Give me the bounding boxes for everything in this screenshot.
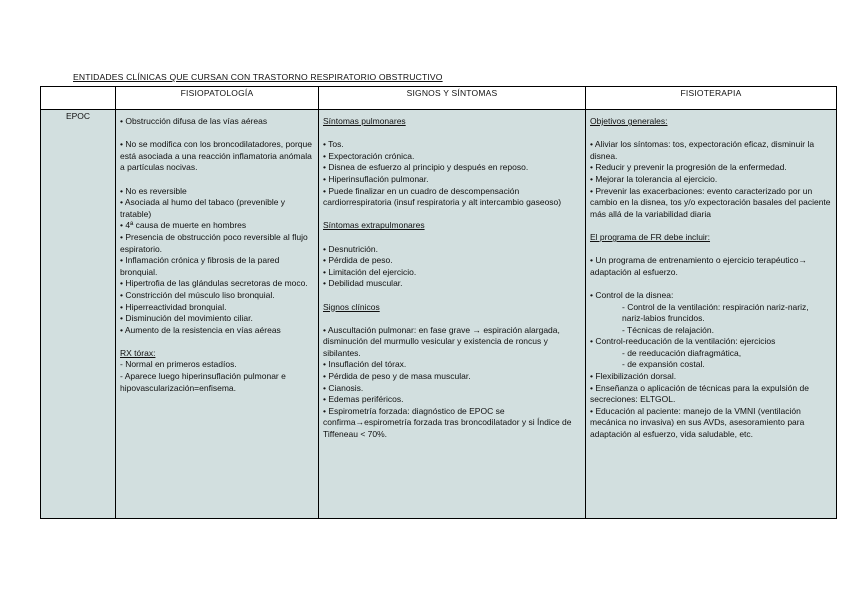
spacer — [323, 128, 580, 140]
rx-item: - Aparece luego hiperinsuflación pulmonar e hipovascularización=enfisema. — [120, 371, 286, 393]
fisio-item: • Aumento de la resistencia en vías aéreas — [120, 324, 281, 335]
fisio-item: • No es reversible — [120, 185, 187, 196]
rx-item: - Normal en primeros estadíos. — [120, 359, 237, 370]
spacer — [120, 128, 313, 140]
spacer — [120, 174, 313, 186]
pulmonar-item: • Disnea de esfuerzo al principio y después en reposo. — [323, 162, 529, 173]
spacer — [323, 290, 580, 302]
extrapulmonar-item: • Debilidad muscular. — [323, 278, 403, 289]
fisio-item: • Hipertrofia de las glándulas secretoras de moco. — [120, 278, 308, 289]
clinical-table — [40, 86, 837, 519]
spacer — [323, 313, 580, 325]
pulmonar-item: • Expectoración crónica. — [323, 150, 415, 161]
row-label-epoc: EPOC — [41, 110, 116, 519]
fisioterapia-item: • Enseñanza o aplicación de técnicas para la expulsión de secreciones: ELTGOL. — [590, 382, 809, 405]
spacer — [323, 209, 580, 221]
disnea-subitem: - Control de la ventilación: respiración nariz-nariz, nariz-labios fruncidos. — [622, 301, 809, 324]
pulmonar-item: • Hiperinsuflación pulmonar. — [323, 173, 429, 184]
programa-heading: El programa de FR debe incluir: — [590, 231, 711, 242]
extrapulmonar-item: • Desnutrición. — [323, 243, 378, 254]
fisio-item: • Disminución del movimiento ciliar. — [120, 313, 253, 324]
clinico-item: • Espirometría forzada: diagnóstico de EPOC se confirma→espirometría forzada tras broncodilatador y si Índice de Tiffeneau < 70%. — [323, 405, 572, 440]
header-fisiopatologia: FISIOPATOLOGÍA — [116, 87, 319, 110]
extrapulmonares-heading: Síntomas extrapulmonares — [323, 220, 425, 231]
fisioterapia-item: • Flexibilización dorsal. — [590, 371, 677, 382]
objetivo-item: • Aliviar los síntomas: tos, expectoración eficaz, disminuir la disnea. — [590, 139, 815, 161]
spacer — [590, 220, 831, 232]
clinicos-heading: Signos clínicos — [323, 301, 380, 312]
epoc-row — [41, 110, 837, 519]
clinico-item: • Pérdida de peso y de masa muscular. — [323, 371, 471, 382]
clinico-item: • Cianosis. — [323, 382, 364, 393]
spacer — [323, 232, 580, 244]
pulmonares-heading: Síntomas pulmonares — [323, 116, 406, 126]
spacer — [590, 278, 831, 290]
clinico-item: • Edemas periféricos. — [323, 394, 404, 405]
clinico-item: • Auscultación pulmonar: en fase grave → espiración alargada, disminución del murmullo vesicular y existencia de roncus y sibilantes. — [323, 324, 560, 358]
spacer — [590, 128, 831, 140]
fisio-item: • Presencia de obstrucción poco reversible al flujo espiratorio. — [120, 231, 308, 254]
objetivo-item: • Reducir y prevenir la progresión de la enfermedad. — [590, 162, 787, 173]
fisio-item: • Inflamación crónica y fibrosis de la pared bronquial. — [120, 255, 280, 277]
ventilacion-subitem: - de expansión costal. — [622, 359, 705, 370]
objetivo-item: • Prevenir las exacerbaciones: evento caracterizado por un cambio en la disnea, tos y/o expectoración basales del paciente más allá de la variabilidad diaria — [590, 185, 831, 219]
fisio-item: • No se modifica con los broncodilatadores, porque está asociada a una reacción inflamatoria anómala a partículas nocivas. — [120, 139, 312, 173]
fisioterapia-item: • Educación al paciente: manejo de la VMNI (ventilación mecánica no invasiva) en sus AVDs, asesoramiento para adaptación al esfuerzo, vida saludable, etc. — [590, 405, 805, 440]
disnea-subitem: - Técnicas de relajación. — [622, 324, 714, 335]
header-fisioterapia: FISIOTERAPIA — [586, 87, 837, 110]
pulmonar-item: • Puede finalizar en un cuadro de descompensación cardiorrespiratoria (insuf respiratoria y alt intercambio gaseoso) — [323, 185, 562, 208]
fisio-item: • Asociada al humo del tabaco (prevenible y tratable) — [120, 197, 286, 219]
control-disnea: • Control de la disnea: — [590, 289, 674, 300]
spacer — [590, 244, 831, 256]
cell-signos-sintomas — [319, 110, 586, 519]
fisio-item: • 4ª causa de muerte en hombres — [120, 220, 247, 231]
extrapulmonar-item: • Limitación del ejercicio. — [323, 266, 417, 277]
cell-fisioterapia — [586, 110, 837, 519]
objetivos-heading: Objetivos generales: — [590, 116, 668, 126]
control-ventilacion: • Control-reeducación de la ventilación: ejercicios — [590, 336, 776, 347]
pulmonar-item: • Tos. — [323, 139, 344, 150]
programa-intro: • Un programa de entrenamiento o ejercicio terapéutico→ adaptación al esfuerzo. — [590, 255, 808, 277]
cell-fisiopatologia — [116, 110, 319, 519]
ventilacion-subitem: - de reeducación diafragmática, — [622, 347, 742, 358]
header-signos-sintomas: SIGNOS Y SÍNTOMAS — [319, 87, 586, 110]
fisio-item: • Hiperreactividad bronquial. — [120, 301, 227, 312]
document-title: ENTIDADES CLÍNICAS QUE CURSAN CON TRASTORNO RESPIRATORIO OBSTRUCTIVO — [73, 72, 443, 82]
spacer — [120, 336, 313, 348]
header-row — [41, 87, 837, 110]
objetivo-item: • Mejorar la tolerancia al ejercicio. — [590, 173, 718, 184]
fisio-item: • Obstrucción difusa de las vías aéreas — [120, 116, 268, 126]
rx-heading: RX tórax: — [120, 347, 156, 358]
fisio-item: • Constricción del músculo liso bronquial. — [120, 289, 275, 300]
clinico-item: • Insuflación del tórax. — [323, 359, 407, 370]
extrapulmonar-item: • Pérdida de peso. — [323, 255, 393, 266]
header-blank — [41, 87, 116, 110]
